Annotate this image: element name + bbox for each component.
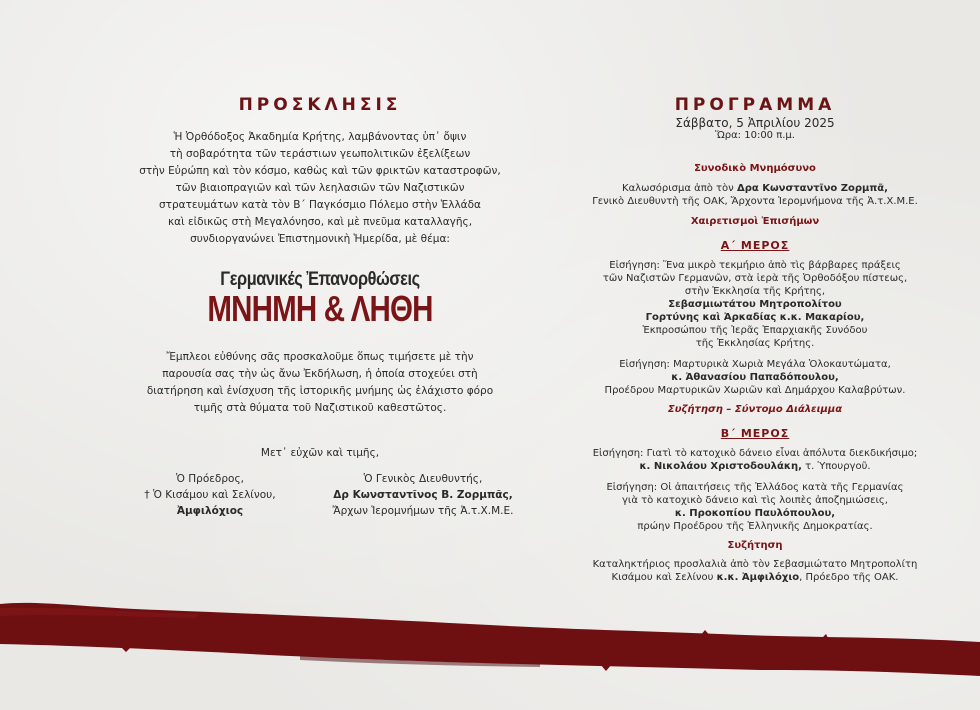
intro-line: τὴ σοβαρότητα τῶν τεράστιων γεωπολιτικῶν ἐξελίξεων <box>169 148 471 160</box>
welcome-line <box>565 182 945 195</box>
invitation-panel <box>120 0 520 531</box>
talk-a1 <box>565 259 945 350</box>
speaker-name: κ. Νικολάου Χριστοδουλάκη, <box>639 461 802 472</box>
talk-line: στὴν Ἐκκλησία τῆς Κρήτης, <box>684 286 826 297</box>
talk-line: Εἰσήγηση: Ἕνα μικρὸ τεκμήριο ἀπὸ τὶς βάρβαρες πράξεις <box>609 260 901 271</box>
discussion-break: Συζήτηση – Σύντομο Διάλειμμα <box>667 404 843 415</box>
invitation-intro <box>120 129 520 248</box>
intro-line: καὶ εἰδικῶς στὴ Μεγαλόνησο, καὶ μὲ πνεῦμα καταλλαγῆς, <box>167 216 473 228</box>
closing-remarks <box>565 558 945 584</box>
talk-line <box>565 460 945 473</box>
speaker-role: τ. Ὑπουργοῦ. <box>801 461 871 472</box>
intro-line: συνδιοργανώνει Ἐπιστημονικὴ Ἡμερίδα, μὲ θέμα: <box>190 233 450 245</box>
talk-line: Εἰσήγηση: Μαρτυρικὰ Χωριὰ Μεγάλα Ὁλοκαυτώματα, <box>619 359 891 370</box>
talk-line: γιὰ τὸ κατοχικὸ δάνειο καὶ τὶς λοιπὲς ἀποζημιώσεις, <box>622 495 888 506</box>
event-title <box>120 270 520 327</box>
talk-line: Εἰσήγηση: Γιατὶ τὸ κατοχικὸ δάνειο εἶναι ἀπόλυτα διεκδικήσιμο; <box>592 448 918 459</box>
body-line: παρουσία σας τὴν ὡς ἄνω Ἐκδήλωση, ἡ ὁποία στοχεύει στὴ <box>162 368 478 380</box>
talk-line: Εἰσήγηση: Οἱ ἀπαιτήσεις τῆς Ἑλλάδος κατὰ τῆς Γερμανίας <box>606 482 904 493</box>
greetings-heading: Χαιρετισμοὶ Ἐπισήμων <box>690 216 820 227</box>
signatory-role: Ὁ Πρόεδρος, <box>176 473 244 485</box>
signatory-name: Ἀμφιλόχιος <box>176 505 244 517</box>
discussion-heading: Συζήτηση <box>727 540 783 551</box>
event-title-main: ΜΝΗΜΗ & ΛΗΘΗ <box>207 288 433 329</box>
intro-line: Ἡ Ὀρθόδοξος Ἀκαδημία Κρήτης, λαμβάνοντας ὑπ᾽ ὄψιν <box>173 131 467 143</box>
signatory-title: Ἄρχων Ἱερομνήμων τῆς Ἀ.τ.Χ.Μ.Ε. <box>332 505 514 517</box>
closing-speaker: κ.κ. Ἀμφιλόχιο <box>716 572 800 583</box>
wishes-line: Μετ᾽ εὐχῶν καὶ τιμῆς, <box>260 447 380 459</box>
talk-line: Ἐκπροσώπου τῆς Ἱερᾶς Ἐπαρχιακῆς Συνόδου <box>642 325 868 336</box>
talk-line: τῶν Ναζιστῶν Γερμανῶν, στὰ ἱερὰ τῆς Ὀρθοδόξου πίστεως, <box>602 273 908 284</box>
welcome-pre: Καλωσόρισμα ἀπὸ τὸν <box>622 183 737 194</box>
program-time: Ὥρα: 10:00 π.μ. <box>715 130 795 141</box>
event-title-subtitle: Γερμανικές Ἐπανορθώσεις <box>220 269 420 290</box>
welcome-speaker: Δρα Κωνσταντῖνο Ζορμπᾶ, <box>736 183 888 194</box>
talk-line: Προέδρου Μαρτυρικῶν Χωριῶν καὶ Δημάρχου Καλαβρύτων. <box>604 385 906 396</box>
closing-post: , Πρόεδρο τῆς ΟΑΚ. <box>799 572 899 583</box>
body-line: τιμῆς στὰ θύματα τοῦ Ναζιστικοῦ καθεστῶτος. <box>193 402 447 414</box>
signatory-role: Ὁ Γενικὸς Διευθυντής, <box>363 473 483 485</box>
invitation-body <box>120 349 520 417</box>
closing-pre: Κισάμου καὶ Σελίνου <box>611 572 717 583</box>
brush-stroke-decoration <box>0 598 980 710</box>
welcome-line-2: Γενικὸ Διευθυντὴ τῆς ΟΑΚ, Ἄρχοντα Ἱερομνήμονα τῆς Ἀ.τ.Χ.Μ.Ε. <box>592 196 918 207</box>
intro-line: στὴν Εὐρώπη καὶ τὸν κόσμο, καθὼς καὶ τῶν φρικτῶν καταστροφῶν, <box>139 165 501 177</box>
speaker-name: Σεβασμιωτάτου Μητροπολίτου <box>668 299 842 310</box>
signatures <box>120 471 520 531</box>
talk-b2 <box>565 481 945 533</box>
program-heading: ΠΡΟΓΡΑΜΜΑ <box>674 95 836 115</box>
body-line: Ἔμπλεοι εὐθύνης σᾶς προσκαλοῦμε ὅπως τιμήσετε μὲ τὴν <box>166 351 474 363</box>
body-line: διατήρηση καὶ ἐνίσχυση τῆς ἱστορικῆς μνήμης ὡς ἐλάχιστο φόρο <box>146 385 494 397</box>
intro-line: στρατευμάτων κατὰ τὸν Β΄ Παγκόσμιο Πόλεμο στὴν Ἑλλάδα <box>159 199 481 211</box>
invitation-heading: ΠΡΟΣΚΛΗΣΙΣ <box>238 95 402 115</box>
part-b-heading: Β΄ ΜΕΡΟΣ <box>720 427 790 440</box>
memorial-heading: Συνοδικὸ Μνημόσυνο <box>694 163 816 174</box>
welcome-text <box>565 182 945 208</box>
talk-line: τῆς Ἐκκλησίας Κρήτης. <box>695 338 815 349</box>
signatory-title: † Ὁ Κισάμου καὶ Σελίνου, <box>144 489 276 501</box>
speaker-name: κ. Ἀθανασίου Παπαδόπουλου, <box>671 372 839 383</box>
speaker-name: Γορτύνης καὶ Ἀρκαδίας κ.κ. Μακαρίου, <box>645 312 865 323</box>
program-date: Σάββατο, 5 Ἀπριλίου 2025 <box>675 116 835 130</box>
talk-a2 <box>565 358 945 397</box>
signatory-director <box>288 471 558 519</box>
closing-line: Καταληκτήριος προσλαλιὰ ἀπὸ τὸν Σεβασμιώτατο Μητροπολίτη <box>592 559 918 570</box>
talk-line: πρώην Προέδρου τῆς Ἑλληνικῆς Δημοκρατίας. <box>637 521 873 532</box>
intro-line: τῶν βιαιοπραγιῶν καὶ τῶν λεηλασιῶν τῶν Ναζιστικῶν <box>175 182 465 194</box>
program-panel <box>565 0 945 584</box>
closing-line <box>565 571 945 584</box>
speaker-name: κ. Προκοπίου Παυλόπουλου, <box>674 508 836 519</box>
signatory-name: Δρ Κωνσταντῖνος Β. Ζορμπᾶς, <box>333 489 513 501</box>
part-a-heading: Α΄ ΜΕΡΟΣ <box>720 239 790 252</box>
talk-b1 <box>565 447 945 473</box>
